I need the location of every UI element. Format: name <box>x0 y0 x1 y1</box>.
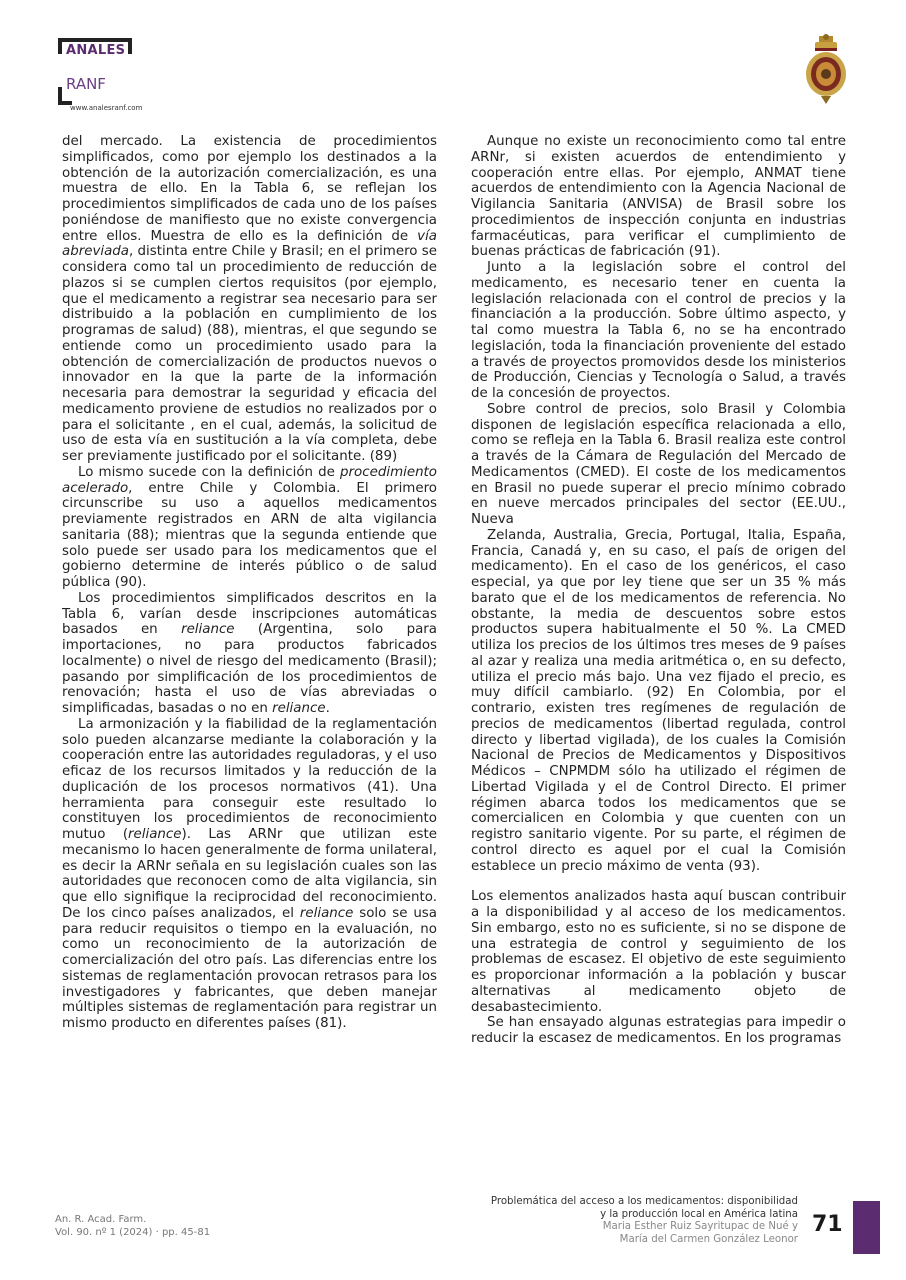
logo-frame-top <box>58 38 132 42</box>
article-title-line1: Problemática del acceso a los medicamentos: disponibilidad <box>490 1196 798 1207</box>
paragraph: Los elementos analizados hasta aquí buscan contribuir a la disponibilidad y al acceso de los medicamentos. Sin embargo, esto no es suficiente, si no se dispone de una estrategia de control y seguimiento de los problemas de escasez. El objetivo de este seguimiento es proporcionar información a la población y buscar alternativas al medicamento objeto de desabastecimiento. <box>471 889 846 1015</box>
journal-name: An. R. Acad. Farm. <box>55 1214 147 1225</box>
paragraph: Zelanda, Australia, Grecia, Portugal, Italia, España, Francia, Canadá y, en su caso, el país de origen del medicamento). En el caso de los genéricos, el caso especial, ya que por ley tiene que ser un 35 % más barato que el de los medicamentos de referencia. No obstante, la media de descuentos sobre estos productos supera habitualmente el 50 %. La CMED utiliza los precios de los últimos tres meses de 9 países al azar y realiza una media aritmética o, en su defecto, utiliza el precio más bajo. Una vez fijado el precio, es muy difícil cambiarlo. (92) En Colombia, por el contrario, existen tres regímenes de regulación de precios de medicamentos (libertad regulada, control directo y libertad vigilada), de los cuales la Comisión Nacional de Precios de Medicamentos y Dispositivos Médicos – CNPMDM sólo ha utilizado el régimen de Libertad Vigilada y el de Control Directo. El primer régimen abarca todos los medicamentos que se comercialicen en Colombia y que cuenten con un registro sanitario vigente. Por su parte, el régimen de control directo es aquel por el cual la Comisión establece un precio máximo de venta (93). <box>471 527 846 874</box>
paragraph: del mercado. La existencia de procedimientos simplificados, como por ejemplo los destinados a la obtención de la autorización comercialización, es una muestra de ello. En la Tabla 6, se reflejan los procedimientos simplificados de cada uno de los países poniéndose de manifiesto que no existe convergencia entre ellos. Muestra de ello es la definición de vía abreviada, distinta entre Chile y Brasil; en el primero se considera como tal un procedimiento de reducción de plazos si se cumplen ciertos requisitos (por ejemplo, que el medicamento a registrar sea necesario para ser distribuido a la población en cumplimiento de los programas de salud) (88), mientras, el que segundo se entiende como un procedimiento usado para la obtención de comercialización de productos nuevos o innovador en la que la parte de la información necesaria para demostrar la seguridad y eficacia del medicamento proviene de estudios no realizados por o para el solicitante , en el cual, además, la solicitud de uso de esta vía en sustitución a la vía completa, debe ser previamente justificado por el solicitante. (89) <box>62 134 437 464</box>
journal-volume: Vol. 90. nº 1 (2024) · pp. 45-81 <box>55 1227 211 1238</box>
article-authors-line1: Maria Esther Ruiz Sayritupac de Nué y <box>602 1221 798 1232</box>
logo-subtitle: RANF <box>66 75 106 93</box>
logo-url: www.analesranf.com <box>70 104 143 112</box>
paragraph: Aunque no existe un reconocimiento como tal entre ARNr, si existen acuerdos de entendimiento y cooperación entre ellas. Por ejemplo, ANMAT tiene acuerdos de entendimiento con la Agencia Nacional de Vigilancia Sanitaria (ANVISA) de Brasil sobre los procedimientos de inspección conjunta en industrias farmacéuticas, para verificar el cumplimiento de buenas prácticas de fabricación (91). <box>471 134 846 260</box>
logo-title: ANALES <box>66 43 126 58</box>
logo-frame-left <box>58 38 62 54</box>
journal-logo <box>55 34 185 114</box>
page-accent-bar <box>853 1201 880 1254</box>
article-title-line2: y la producción local en América latina <box>600 1208 798 1220</box>
paragraph: La armonización y la fiabilidad de la reglamentación solo pueden alcanzarse mediante la colaboración y la cooperación entre las autoridades reguladoras, y el uso eficaz de los recursos limitados y la reducción de la duplicación de los procesos normativos (41). Una herramienta para conseguir este resultado lo constituyen los procedimientos de reconocimiento mutuo (reliance). Las ARNr que utilizan este mecanismo lo hacen generalmente de forma unilateral, es decir la ARNr señala en su legislación cuales son las autoridades que reconocen como de alta vigilancia, sin que ello signifique la reciprocidad del reconocimiento. De los cinco países analizados, el reliance solo se usa para reducir requisitos o tiempo en la evaluación, no como un reconocimiento de la autorización de comercialización del otro país. Las diferencias entre los sistemas de reglamentación provocan retrasos para los investigadores y fabricantes, que deben manejar múltiples sistemas de reglamentación para registrar un mismo producto en diferentes países (81). <box>62 716 437 1031</box>
left-text-column <box>62 134 437 1032</box>
academy-crest-icon <box>803 34 849 106</box>
paragraph: Se han ensayado algunas estrategias para impedir o reducir la escasez de medicamentos. En los programas <box>471 1015 846 1046</box>
paragraph: Los procedimientos simplificados descritos en la Tabla 6, varían desde inscripciones automáticas basados en reliance (Argentina, solo para importaciones, no para productos fabricados localmente) o nivel de riesgo del medicamento (Brasil); pasando por simplificación de los procedimientos de renovación; hasta el uso de vías abreviadas o simplificadas, basadas o no en reliance. <box>62 590 437 716</box>
paragraph: Lo mismo sucede con la definición de procedimiento acelerado, entre Chile y Colombia. El primero circunscribe su uso a aquellos medicamentos previamente registrados en ARN de alta vigilancia sanitaria (88); mientras que la segunda entiende que solo puede ser usado para los medicamentos que el gobierno determine de interés público o de salud pública (90). <box>62 464 437 590</box>
logo-frame-right <box>128 38 132 54</box>
paragraph: Junto a la legislación sobre el control del medicamento, es necesario tener en cuenta la legislación relacionada con el control de precios y la financiación a la producción. Sobre último aspecto, y tal como muestra la Tabla 6, no se ha encontrado legislación, toda la financiación proveniente del estado a través de proyectos promovidos desde los ministerios de Producción, Ciencias y Tecnología o Salud, a través de la concesión de proyectos. <box>471 260 846 401</box>
paragraph: Sobre control de precios, solo Brasil y Colombia disponen de legislación específica relacionada a ello, como se refleja en la Tabla 6. Brasil realiza este control a través de la Cámara de Regulación del Mercado de Medicamentos (CMED). El coste de los medicamentos en Brasil no puede superar el precio mínimo cobrado en nueve mercados principales del sector (EE.UU., Nueva <box>471 401 846 527</box>
article-info <box>438 1196 798 1246</box>
article-authors-line2: María del Carmen González Leonor <box>619 1233 798 1245</box>
journal-citation <box>55 1213 210 1239</box>
right-text-column <box>471 134 846 1047</box>
page-number: 71 <box>812 1212 843 1237</box>
